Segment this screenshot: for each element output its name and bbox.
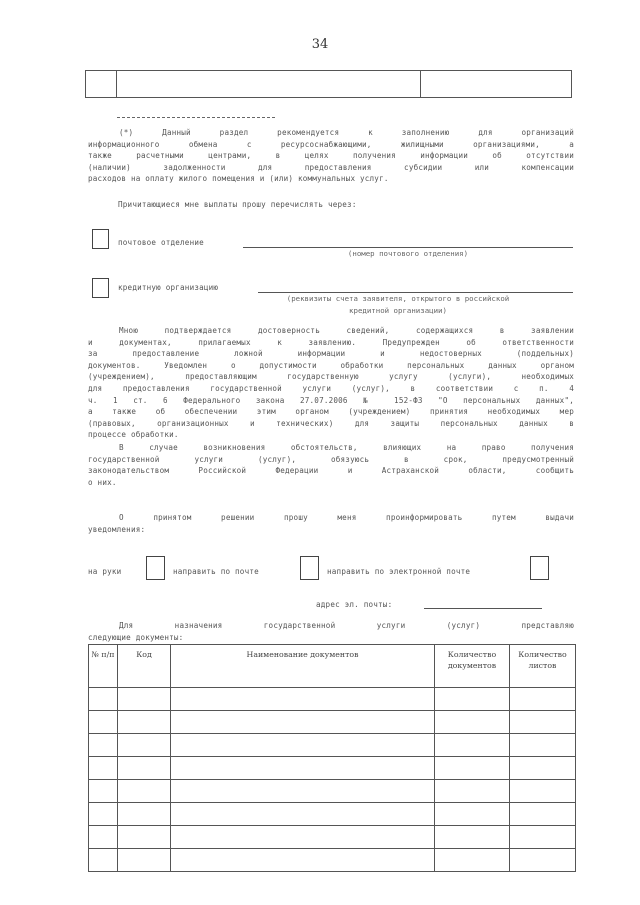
table-cell[interactable]	[435, 688, 510, 711]
table-cell[interactable]	[435, 757, 510, 780]
table-row	[89, 826, 576, 849]
notify-by-email-label: направить по электронной почте	[327, 567, 471, 576]
table-cell[interactable]	[171, 688, 435, 711]
table-cell[interactable]	[171, 780, 435, 803]
table-cell[interactable]	[118, 803, 171, 826]
table-cell[interactable]	[510, 688, 576, 711]
page-number: 34	[311, 37, 329, 52]
table-cell[interactable]	[89, 803, 118, 826]
col-header-doc-count: Количество документов	[435, 645, 510, 688]
notify-by-post-label: направить по почте	[173, 567, 259, 576]
notify-by-post-checkbox[interactable]	[300, 556, 319, 580]
paragraph-line: ч. 1 ст. 6 Федерального закона 27.07.2006 № 152-ФЗ "О персональных данных",	[88, 395, 574, 405]
notify-paragraph	[88, 512, 574, 535]
table-cell[interactable]	[510, 780, 576, 803]
credit-org-checkbox[interactable]	[92, 278, 109, 298]
footnote-line: (наличии) задолженности для предоставления субсидии или компенсации	[88, 162, 574, 172]
email-label: адрес эл. почты:	[316, 600, 393, 609]
table-fragment	[85, 70, 572, 98]
credit-org-label: кредитную организацию	[118, 283, 219, 292]
table-cell[interactable]	[510, 757, 576, 780]
paragraph-line: документов. Уведомлен о допустимости обработки персональных данных органом	[88, 360, 574, 370]
table-cell[interactable]	[435, 803, 510, 826]
table-cell[interactable]	[89, 688, 118, 711]
paragraph-line: процессе обработки.	[88, 430, 179, 440]
credit-org-caption: (реквизиты счета заявителя, открытого в российской	[286, 294, 510, 303]
circumstances-paragraph	[88, 442, 574, 488]
table-cell	[421, 71, 571, 97]
table-cell[interactable]	[435, 711, 510, 734]
table-cell[interactable]	[435, 780, 510, 803]
paragraph-line: о них.	[88, 477, 117, 487]
table-row	[89, 734, 576, 757]
documents-table	[88, 644, 576, 872]
table-cell[interactable]	[89, 711, 118, 734]
table-cell[interactable]	[510, 803, 576, 826]
table-cell[interactable]	[171, 803, 435, 826]
table-cell[interactable]	[171, 849, 435, 872]
table-cell[interactable]	[89, 826, 118, 849]
col-header-code: Код	[118, 645, 171, 688]
table-cell[interactable]	[118, 826, 171, 849]
paragraph-line: государственной услуги (услуг), обязуюсь в срок, предусмотренный	[88, 454, 574, 464]
documents-table-body	[89, 688, 576, 872]
paragraph-line: (правовых, организационных и технических) для защиты персональных данных в	[88, 418, 574, 428]
table-cell[interactable]	[435, 734, 510, 757]
table-cell[interactable]	[435, 849, 510, 872]
post-office-number-field[interactable]	[243, 247, 573, 248]
table-cell[interactable]	[89, 734, 118, 757]
table-row	[89, 780, 576, 803]
table-cell[interactable]	[89, 849, 118, 872]
table-header-row	[89, 645, 576, 688]
col-header-number: № п/п	[89, 645, 118, 688]
post-office-caption: (номер почтового отделения)	[347, 249, 469, 258]
footnote-separator	[117, 117, 275, 118]
paragraph-line: Для назначения государственной услуги (услуг) представляю	[119, 621, 574, 630]
table-row	[89, 757, 576, 780]
paragraph-line: Мною подтверждается достоверность сведений, содержащихся в заявлении	[119, 326, 574, 335]
table-cell[interactable]	[171, 826, 435, 849]
credit-org-account-field[interactable]	[258, 292, 573, 293]
email-field[interactable]	[424, 608, 542, 609]
table-cell[interactable]	[510, 849, 576, 872]
footnote-line: также расчетными центрами, в целях получения информации об отсутствии	[88, 151, 574, 161]
footnote	[88, 127, 574, 185]
table-row	[89, 803, 576, 826]
table-cell[interactable]	[89, 780, 118, 803]
table-cell[interactable]	[118, 688, 171, 711]
post-office-checkbox[interactable]	[92, 229, 109, 249]
table-cell[interactable]	[118, 734, 171, 757]
paragraph-line: за предоставление ложной информации и недостоверных (поддельных)	[88, 349, 574, 359]
notify-in-hand-label: на руки	[88, 567, 122, 576]
paragraph-line: В случае возникновения обстоятельств, влияющих на право получения	[119, 443, 574, 452]
table-cell[interactable]	[171, 757, 435, 780]
paragraph-line: следующие документы:	[88, 632, 184, 642]
paragraph-line: (учреждением), предоставляющим государственную услугу (услуги), необходимых	[88, 372, 574, 382]
table-cell	[117, 71, 421, 97]
table-row	[89, 711, 576, 734]
table-cell[interactable]	[510, 711, 576, 734]
table-cell[interactable]	[510, 826, 576, 849]
credit-org-caption: кредитной организации)	[349, 306, 447, 315]
post-office-label: почтовое отделение	[118, 238, 204, 247]
paragraph-line: законодательством Российской Федерации и Астраханской области, сообщить	[88, 466, 574, 476]
table-row	[89, 688, 576, 711]
table-cell[interactable]	[89, 757, 118, 780]
footnote-line: (*) Данный раздел рекомендуется к заполнению для организаций	[119, 128, 574, 137]
table-cell[interactable]	[171, 711, 435, 734]
consent-paragraph	[88, 325, 574, 441]
table-row	[89, 849, 576, 872]
docs-intro	[88, 620, 574, 643]
table-cell[interactable]	[118, 711, 171, 734]
paragraph-line: а также об обеспечении этим органом (учреждением) принятия необходимых мер	[88, 407, 574, 417]
paragraph-line: уведомления:	[88, 524, 146, 534]
notify-by-email-checkbox[interactable]	[530, 556, 549, 580]
table-cell[interactable]	[510, 734, 576, 757]
table-cell[interactable]	[118, 849, 171, 872]
table-cell	[86, 71, 117, 97]
footnote-line: расходов на оплату жилого помещения и (или) коммунальных услуг.	[88, 174, 389, 184]
table-cell[interactable]	[118, 757, 171, 780]
notify-in-hand-checkbox[interactable]	[146, 556, 165, 580]
table-cell[interactable]	[171, 734, 435, 757]
paragraph-line: О принятом решении прошу меня проинформировать путем выдачи	[119, 513, 574, 522]
footnote-line: информационного обмена с ресурсоснабжающими, жилищными организациями, а	[88, 139, 574, 149]
table-cell[interactable]	[118, 780, 171, 803]
paragraph-line: для предоставления государственной услуги (услуг), в соответствии с п. 4	[88, 383, 574, 393]
table-cell[interactable]	[435, 826, 510, 849]
paragraph-line: и документах, прилагаемых к заявлению. Предупрежден об ответственности	[88, 337, 574, 347]
col-header-doc-name: Наименование документов	[171, 645, 435, 688]
col-header-sheet-count: Количество листов	[510, 645, 576, 688]
payment-request: Причитающиеся мне выплаты прошу перечислять через:	[118, 200, 357, 209]
